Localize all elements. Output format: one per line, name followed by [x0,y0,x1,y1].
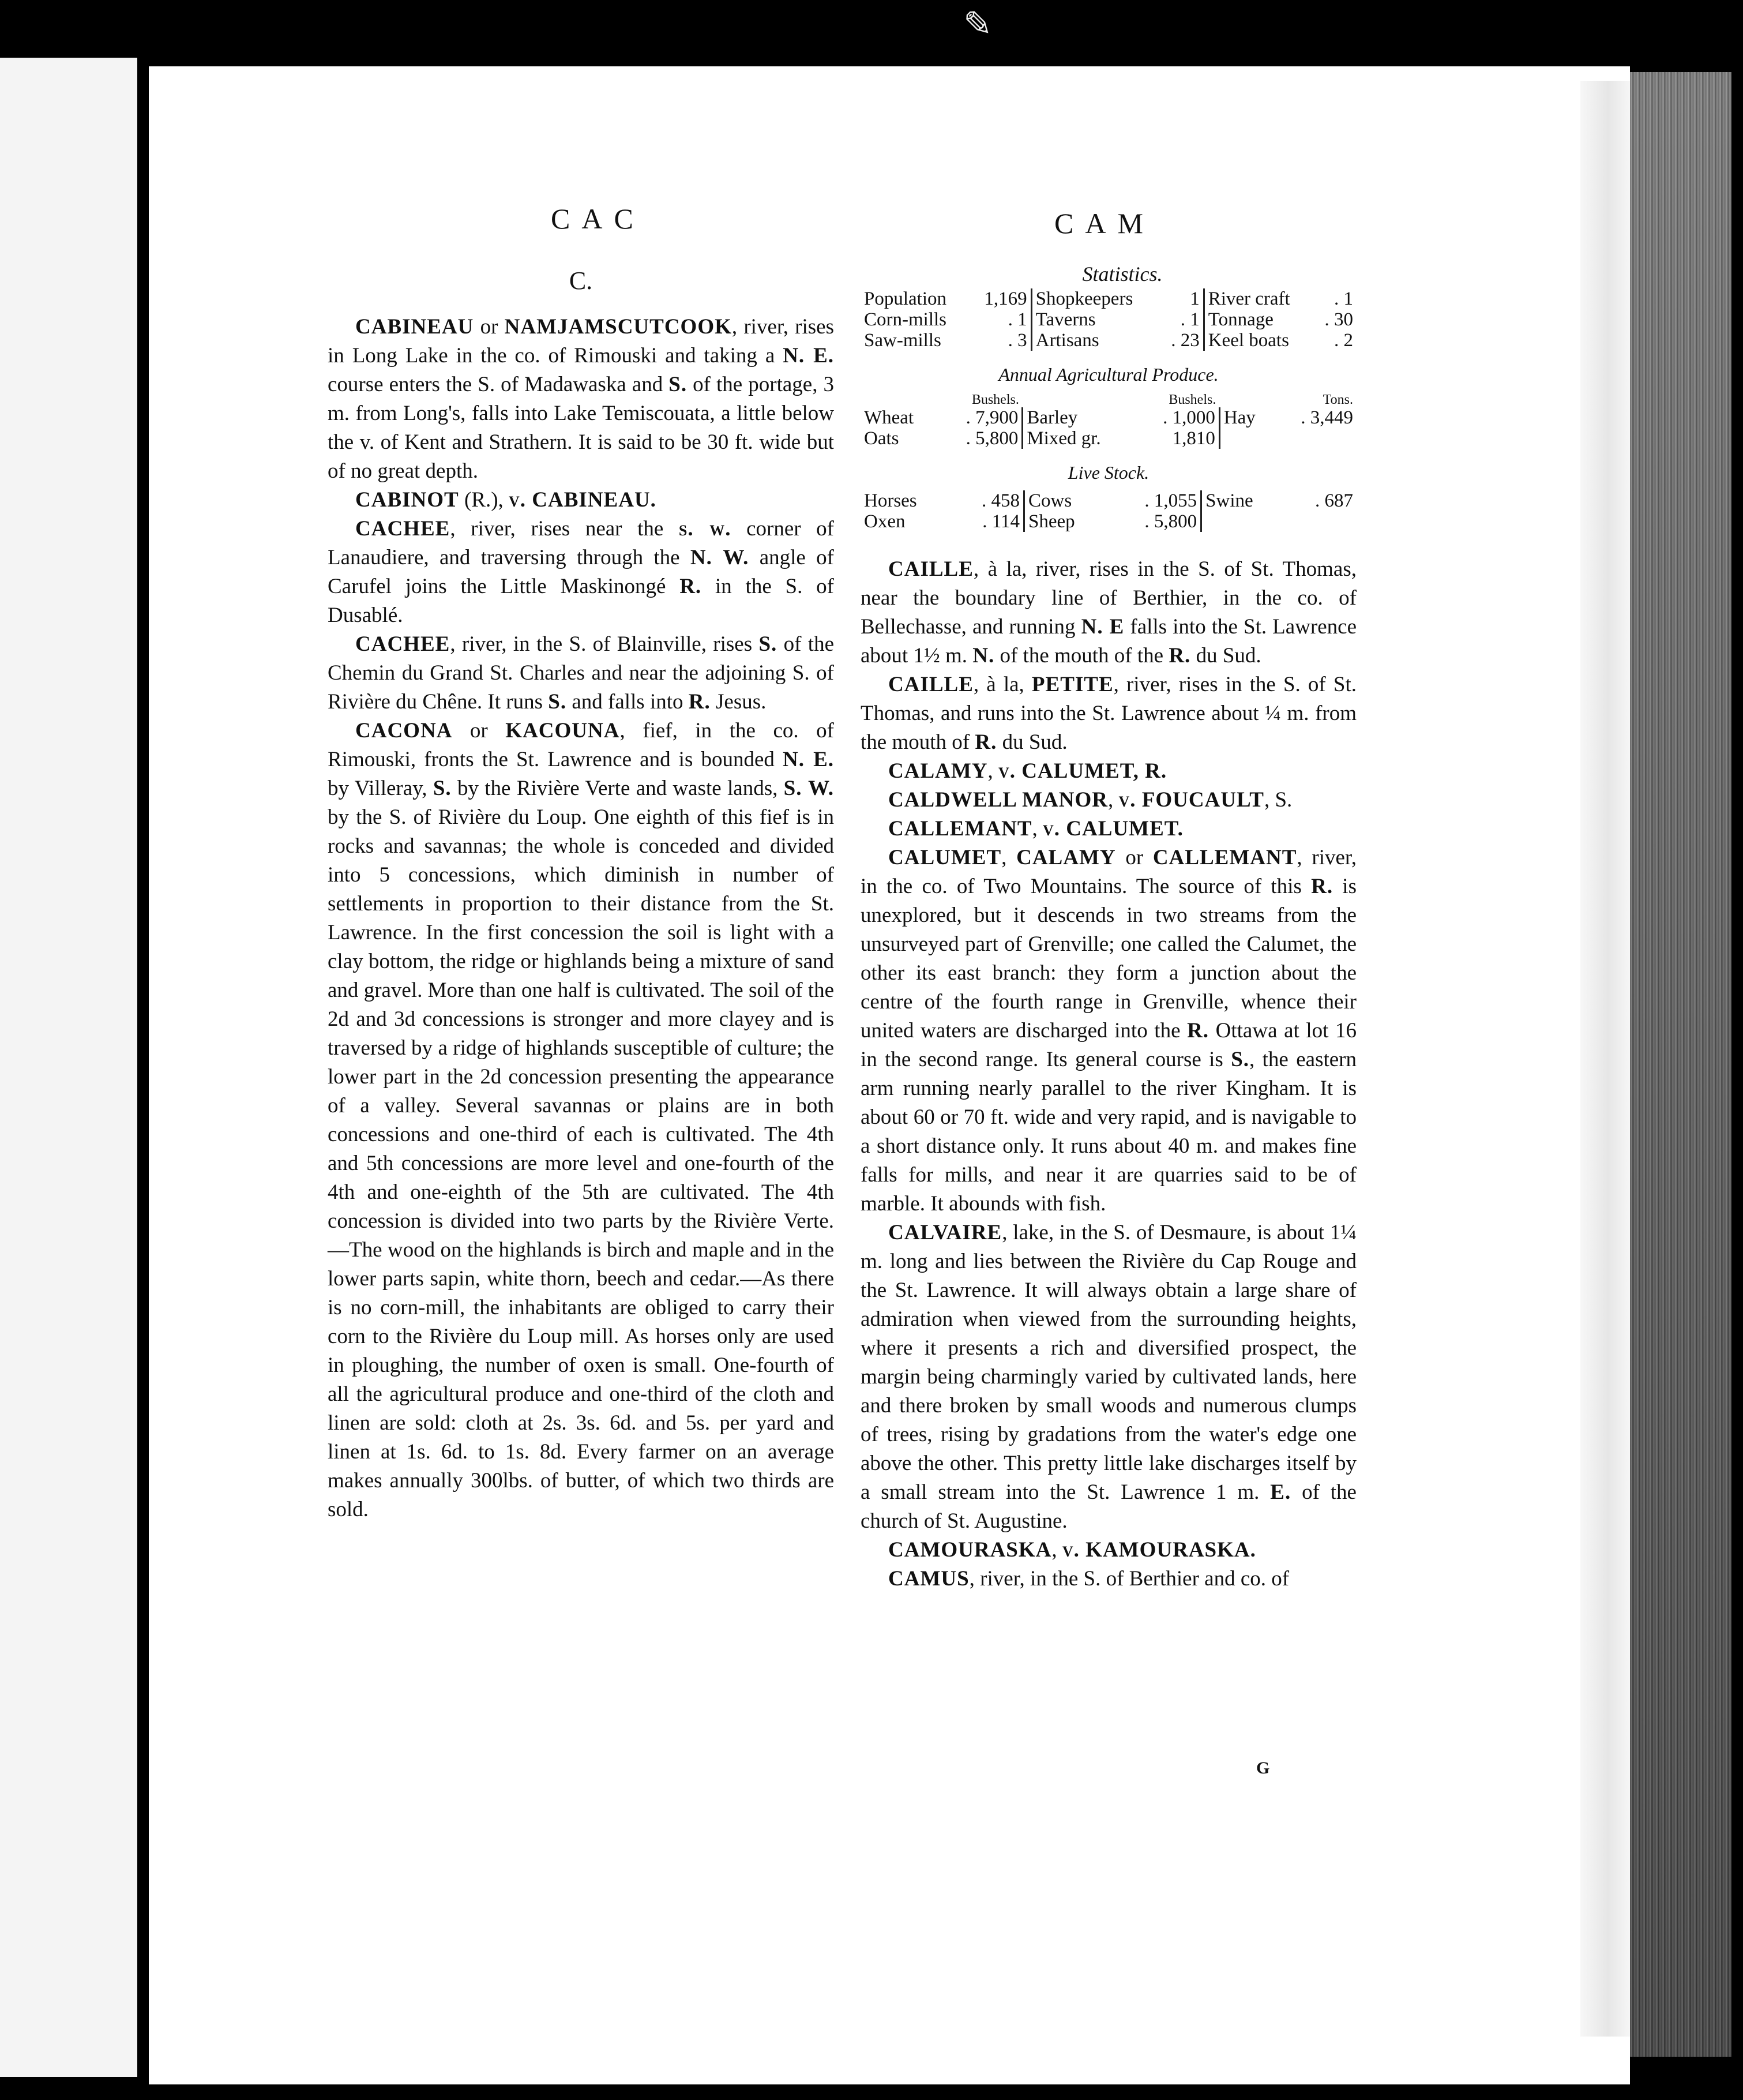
entry-text: Jesus. [710,690,767,714]
table-value: . 7,900 [966,407,1019,428]
entry-headword: KACOUNA [505,719,620,742]
entry-headword: CALLEMANT [1152,846,1297,869]
table-value: . 5,800 [966,428,1019,449]
entry-text: is unexplored, but it descends in two streams from the unsurveyed part of Grenville; one called the Calumet, the other its east branch: they form a junction about the centre of the fourth range in Grenville, whence their united waters are discharged into the [861,875,1357,1042]
entry-headword: v. CALUMET. [1043,817,1184,841]
entry-headword: S. [433,777,452,800]
running-head-left: CAC [551,202,645,235]
entry-text: , [1032,817,1043,841]
entry-text: by the Rivière Verte and waste lands, [451,777,784,800]
table-value: . 1 [1008,309,1027,330]
produce-table [861,392,1357,449]
entry-headword: CALAMY [888,759,988,783]
table-label: Cows [1024,490,1109,511]
entry-headword: CABINEAU [355,315,474,339]
entry-text: , [1107,788,1119,812]
dictionary-entry [861,843,1357,1218]
statistics-table [861,288,1357,351]
table-value: . 23 [1171,330,1200,351]
table-row [861,490,1357,511]
table-label [1219,428,1274,449]
dictionary-entry [328,717,834,1524]
entry-text: , à la, [973,673,1032,696]
table-unit-row [861,392,1357,407]
entry-text: , lake, in the S. of Desmaure, is about 1¼ m. long and lies between the Rivière du Cap Rouge and the St. Lawrence. It will always obtain a large share of admiration when viewed from the surrounding heights, where it presents a rich and diversified prospect, the margin being charmingly varied by cultivated lands, here and there broken by small woods and numerous clumps of trees, rising by gradations from the water's edge one above the other. This pretty little lake discharges itself by a small stream into the St. Lawrence 1 m. [861,1221,1357,1504]
table-label: Swine [1201,490,1287,511]
entry-headword: R. [688,690,711,714]
table-value: 1,810 [1172,428,1215,449]
entry-text: , the eastern arm running nearly parallel to the river Kingham. It is about 60 or 70 ft. wide and very rapid, and is navigable to a short distance only. It runs about 40 m. and makes fine falls for mills, and near it are quarries said to be of marble. It abounds with fish. [861,1048,1357,1216]
entry-headword: N. E [1081,615,1125,639]
dictionary-entry [861,1536,1357,1565]
table-value: . 5,800 [1144,511,1197,532]
entry-headword: CAMUS [888,1567,970,1591]
table-value: 1,169 [984,288,1027,309]
entry-text: du Sud. [1190,644,1261,667]
table-row [861,511,1357,532]
dictionary-entry [861,786,1357,815]
table-label: Hay [1219,407,1274,428]
entry-headword: CALUMET [888,846,1002,869]
table-value: 1 [1190,288,1200,309]
table-label: Population [864,288,947,309]
entry-headword: v. CALUMET, R. [998,759,1167,783]
entry-headword: E. [1270,1480,1291,1504]
entry-text: or [1115,846,1153,869]
section-letter: C. [569,267,593,295]
entry-headword: CALDWELL MANOR [888,788,1108,812]
table-label: Taverns [1031,309,1159,330]
livestock-title: Live Stock. [1068,462,1150,483]
table-label: Oats [864,428,899,449]
table-value: . 2 [1334,330,1353,351]
entry-text: , river, rises in Long Lake in the co. of Rimouski and taking a [328,315,835,367]
entry-text: , river, rises in the S. of St. Thomas, and runs into the St. Lawrence about ¼ m. from the mouth of [861,673,1357,754]
entry-text: , river, in the S. of Blainville, rises [450,632,759,656]
entry-headword: R. [679,575,702,598]
dictionary-entry [328,515,834,630]
table-value: . 1,055 [1144,490,1197,511]
entry-text: of the mouth of the [994,644,1169,667]
entry-text: du Sud. [997,730,1068,754]
dictionary-entry [328,630,834,717]
entry-text: , fief, in the co. of Rimouski, fronts the St. Lawrence and is bounded [328,719,834,771]
entry-headword: CAILLE [888,557,974,581]
entry-headword: S. [668,373,688,396]
entry-text: (R.), [459,488,509,512]
entry-headword: CALAMY [1016,846,1116,869]
entry-text: Ottawa at lot 16 in the second range. Its general course is [861,1019,1357,1071]
entry-text: by Villeray, [328,777,433,800]
table-label: Artisans [1031,330,1159,351]
table-row [861,330,1357,351]
table-value [1287,511,1357,532]
entry-text: of the Chemin du Grand St. Charles and near the adjoining S. of Rivière du Chêne. It runs [328,632,834,714]
entry-headword: s. w. [678,517,731,541]
entry-text: or [474,315,505,339]
right-column [861,260,1357,1593]
table-label [1201,511,1287,532]
entry-text: course enters the S. of Madawaska and [328,373,669,396]
unit-label: Bushels. [971,392,1019,407]
dictionary-entry [861,757,1357,786]
entry-text: , river, in the co. of Two Mountains. The source of this [861,846,1357,898]
table-label: Keel boats [1204,330,1313,351]
entry-text: falls into the St. Lawrence about 1½ m. [861,615,1357,667]
table-label: Wheat [864,407,914,428]
entry-text: , river, rises near the [450,517,679,541]
entry-headword: CACONA [355,719,453,742]
entry-headword: CALLEMANT [888,817,1032,841]
entry-headword: CAILLE [888,673,974,696]
entry-headword: CABINOT [355,488,459,512]
entry-headword: N. [972,644,995,667]
table-label: River craft [1204,288,1313,309]
dictionary-entry [861,1565,1357,1593]
left-entries [328,313,834,1524]
signature-mark: G [1256,1758,1270,1777]
table-label: Tonnage [1204,309,1313,330]
entry-text: angle of Carufel joins the Little Maskinongé [328,546,834,598]
entry-text: and falls into [566,690,689,714]
entry-text: , river, in the S. of Berthier and co. of [969,1567,1290,1591]
previous-page-edge [0,58,144,2077]
book-fore-edge-shade [1630,72,1731,2057]
entry-text: , à la, river, rises in the S. of St. Thomas, near the boundary line of Berthier, in the co. of Bellechasse, and running [861,557,1357,639]
entry-text: or [452,719,506,742]
entry-headword: R. [1311,875,1333,898]
table-label: Horses [864,490,917,511]
table-value: . 1 [1180,309,1200,330]
entry-headword: S. [548,690,567,714]
entry-headword: v. FOUCAULT [1118,788,1264,812]
entry-headword: CACHEE [355,632,450,656]
unit-label: Bushels. [1169,392,1216,407]
table-row [861,428,1357,449]
entry-headword: S. [1231,1048,1250,1071]
entry-headword: R. [975,730,997,754]
livestock-table [861,490,1357,532]
entry-text: by the S. of Rivière du Loup. One eighth of this fief is in rocks and savannas; the whole is conceded and divided into 5 concessions, which diminish in number of settlements in proportion to their distance from the St. Lawrence. In the first concession the soil is light with a clay bottom, the ridge or highlands being a mixture of sand and gravel. More than one half is cultivated. The soil of the 2d and 3d concessions is stronger and more clayey and is traversed by a ridge of highlands susceptible of culture; the lower part in the 2d concession presenting the appearance of a valley. Several savannas or plains are in both concessions and one-third of each is cultivated. The 4th and 5th concessions are more level and one-fourth of the 4th and one-eighth of the 5th are cultivated. The 4th concession is divided into two parts by the Rivière Verte.—The wood on the highlands is birch and maple and in the lower parts sapin, white thorn, beech and cedar.—As there is no corn-mill, the inhabitants are obliged to carry their corn to the Rivière du Loup mill. As horses only are used in ploughing, the number of oxen is small. One-fourth of all the agricultural produce and one-third of the cloth and linen are sold: cloth at 2s. 3s. 6d. and 5s. per yard and linen at 1s. 6d. to 1s. 8d. Every farmer on an average makes annually 300lbs. of butter, of which two thirds are sold. [328,805,834,1521]
table-label: Oxen [864,511,906,532]
entry-headword: N. E. [783,344,835,367]
entry-headword: S. W. [783,777,834,800]
table-value: . 687 [1315,490,1353,511]
entry-text: in the S. of Dusablé. [328,575,835,627]
entry-headword: CAMOURASKA [888,1538,1052,1562]
table-row [861,309,1357,330]
entry-headword: R. [1169,644,1191,667]
table-label: Barley [1023,407,1136,428]
entry-text: , [1051,1538,1062,1562]
entry-headword: N. E. [783,748,835,771]
dictionary-entry [328,486,834,515]
dictionary-entry [328,313,834,486]
table-value [1274,428,1357,449]
table-label: Corn-mills [864,309,947,330]
entry-text: , S. [1264,788,1293,812]
entry-headword: NAMJAMSCUTCOOK [504,315,732,339]
entry-headword: v. CABINEAU. [509,488,656,512]
table-label: Sheep [1024,511,1109,532]
unit-label: Tons. [1323,392,1353,407]
table-row [861,407,1357,428]
table-row [861,288,1357,309]
entry-headword: R. [1187,1019,1209,1042]
entry-text: of the portage, 3 m. from Long's, falls into Lake Temiscouata, a little below the v. of Kent and Strathern. It is said to be 30 ft. wide but of no great depth. [328,373,834,483]
table-value: . 3 [1008,330,1027,351]
right-entries [861,555,1357,1593]
entry-text: , [987,759,998,783]
table-label: Saw-mills [864,330,941,351]
dictionary-entry [861,1218,1357,1536]
entry-headword: PETITE [1031,673,1114,696]
table-value: . 458 [982,490,1020,511]
statistics-title: Statistics. [1082,262,1163,286]
entry-text: , [1001,846,1017,869]
entry-headword: S. [758,632,777,656]
table-value: . 114 [982,511,1020,532]
entry-headword: CALVAIRE [888,1221,1002,1244]
dictionary-entry [861,815,1357,843]
table-value: . 1,000 [1163,407,1215,428]
table-value: . 3,449 [1301,407,1353,428]
running-head-right: CAM [1054,207,1155,239]
entry-text: corner of Lanaudiere, and traversing through the [328,517,835,569]
table-value: . 30 [1324,309,1353,330]
scan-mark-icon: ✎ [963,5,993,43]
dictionary-entry [861,555,1357,670]
table-value: . 1 [1334,288,1353,309]
entry-headword: N. W. [690,546,749,569]
produce-title: Annual Agricultural Produce. [998,364,1219,385]
dictionary-entry [861,670,1357,757]
entry-text: of the church of St. Augustine. [861,1480,1357,1533]
left-column [328,267,834,1524]
entry-headword: CACHEE [355,517,450,541]
table-label: Shopkeepers [1031,288,1159,309]
entry-headword: v. KAMOURASKA. [1062,1538,1256,1562]
table-label: Mixed gr. [1023,428,1136,449]
